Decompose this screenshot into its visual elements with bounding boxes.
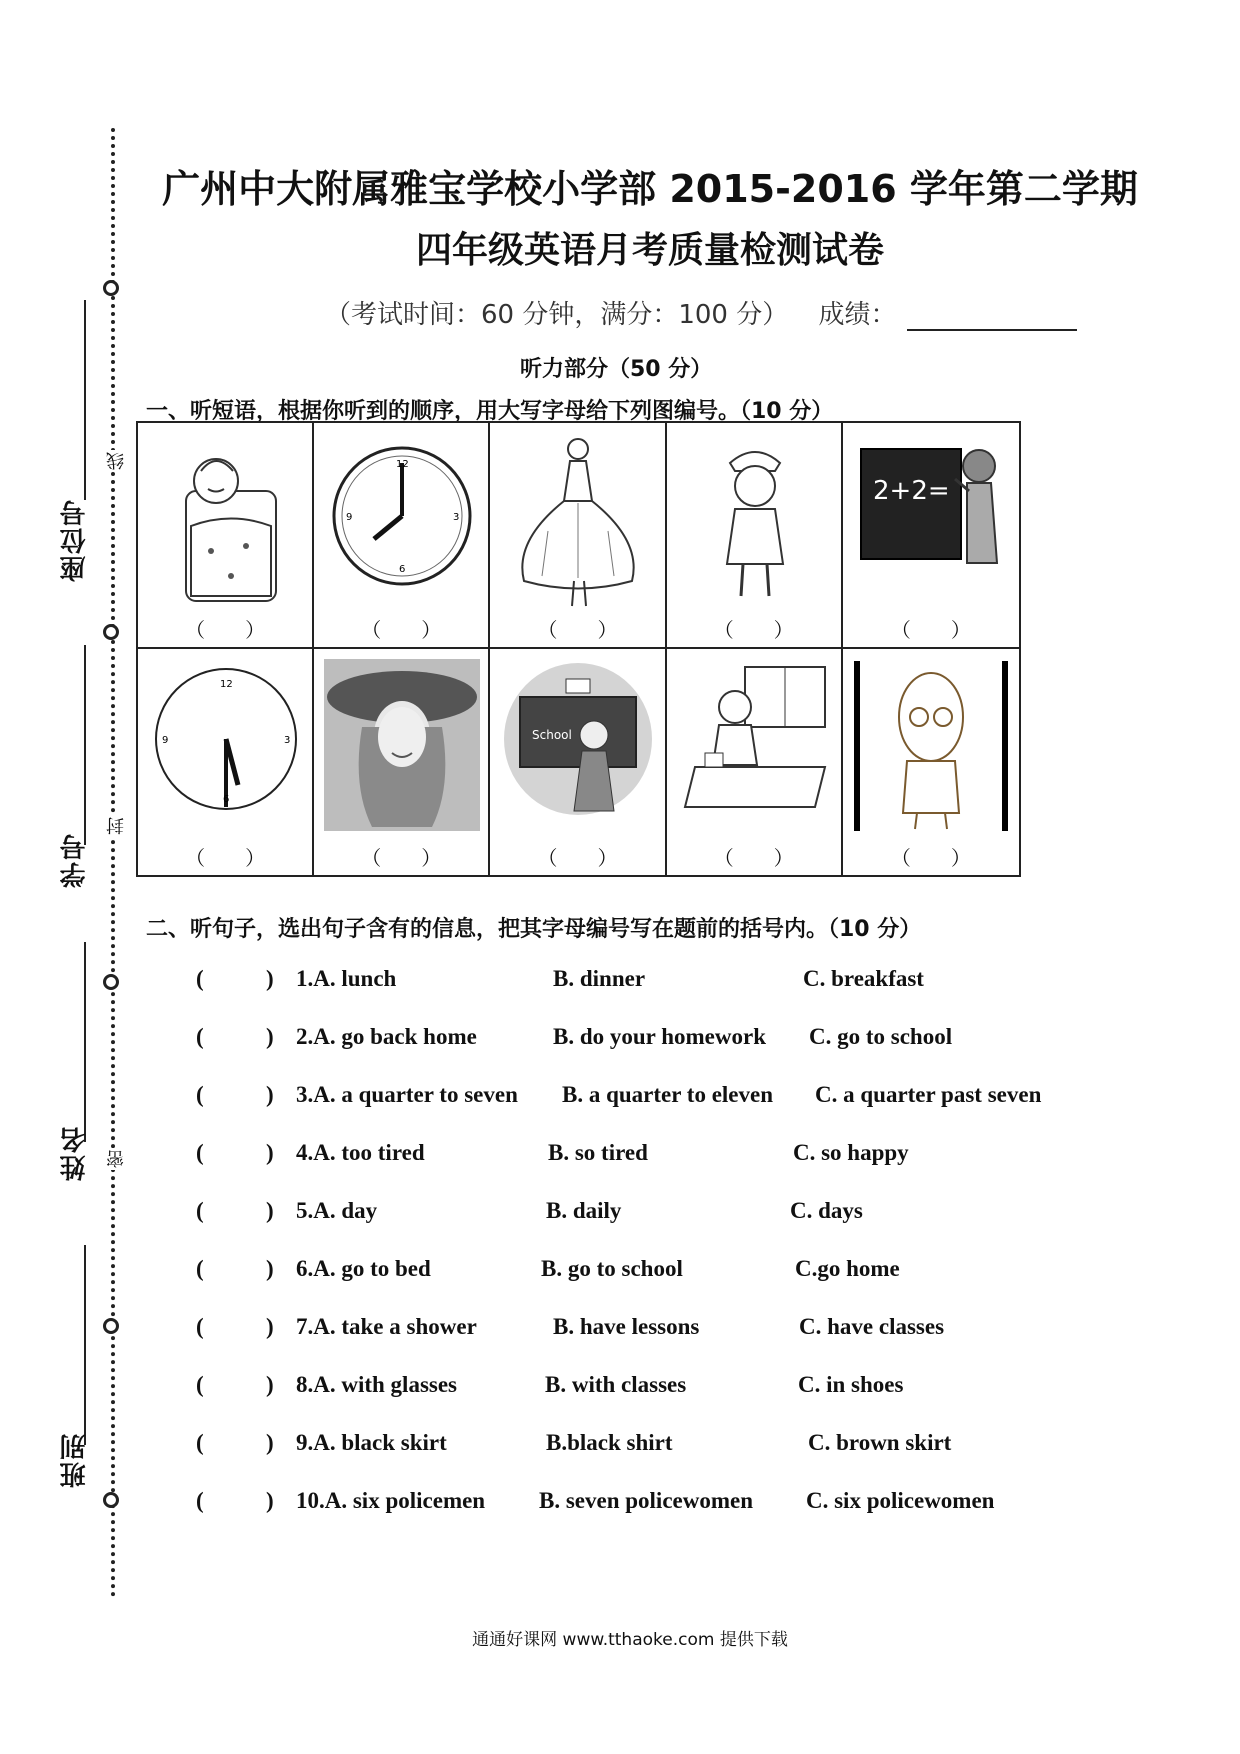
student-id-line	[84, 645, 86, 845]
answer-paren-close: )	[266, 1140, 274, 1165]
option-c: C. in shoes	[798, 1372, 904, 1397]
seat-number-line	[84, 300, 86, 500]
binding-ring	[103, 1318, 119, 1334]
board-text: School	[532, 728, 573, 742]
option-a: 8.A. with glasses	[296, 1372, 458, 1397]
exam-title-line2: 四年级英语月考质量检测试卷	[415, 230, 884, 271]
answer-paren-open[interactable]: (	[196, 1024, 204, 1049]
answer-paren-open[interactable]: (	[196, 1256, 204, 1281]
svg-text:12: 12	[220, 679, 233, 690]
option-b: B. dinner	[553, 966, 646, 991]
picture-cell	[490, 649, 666, 875]
option-b: B. have lessons	[553, 1314, 700, 1339]
option-c: C. have classes	[799, 1314, 945, 1339]
section2-title: 二、听句子，选出句子含有的信息，把其字母编号写在题前的括号内。（10 分）	[146, 917, 922, 942]
picture-grid	[136, 421, 1021, 877]
answer-paren-open[interactable]: (	[196, 1430, 204, 1455]
answer-paren-open[interactable]: (	[196, 1314, 204, 1339]
picture-cell	[314, 423, 490, 649]
sick-child-in-bed-icon	[146, 431, 306, 609]
option-b: B. with classes	[545, 1372, 687, 1397]
option-a: 5.A. day	[296, 1198, 378, 1223]
picture-cell	[314, 649, 490, 875]
binding-ring	[103, 974, 119, 990]
answer-paren-close: )	[266, 1256, 274, 1281]
svg-text:6: 6	[399, 564, 406, 575]
exam-time-info: （考试时间：60 分钟，满分：100 分）	[325, 300, 789, 330]
binding-dotted-line	[111, 128, 115, 1598]
option-c: C. six policewomen	[806, 1488, 995, 1513]
svg-text:12: 12	[396, 459, 409, 470]
name-label: 姓名	[60, 1125, 90, 1181]
svg-text:6: 6	[223, 794, 230, 805]
answer-paren-open[interactable]: (	[196, 1372, 204, 1397]
answer-blank[interactable]: （ ）	[890, 846, 971, 870]
svg-text:3: 3	[284, 735, 291, 746]
policewoman-icon	[675, 431, 835, 609]
answer-blank[interactable]: （ ）	[713, 618, 794, 642]
answer-paren-close: )	[266, 1024, 274, 1049]
option-b: B. so tired	[548, 1140, 648, 1165]
answer-paren-close: )	[266, 1314, 274, 1339]
score-blank[interactable]	[907, 303, 1077, 331]
clock-half-past-five-icon	[146, 657, 306, 835]
option-b: B. go to school	[541, 1256, 683, 1281]
option-a: 2.A. go back home	[296, 1024, 477, 1049]
option-c: C.go home	[795, 1256, 900, 1281]
picture-cell	[138, 423, 314, 649]
answer-paren-close: )	[266, 1372, 274, 1397]
answer-blank[interactable]: （ ）	[185, 846, 266, 870]
answer-paren-open[interactable]: (	[196, 1082, 204, 1107]
class-label: 班别	[60, 1432, 90, 1488]
binding-ring	[103, 624, 119, 640]
answer-blank[interactable]: （ ）	[890, 618, 971, 642]
teacher-blackboard-icon	[851, 431, 1011, 609]
option-b: B. daily	[546, 1198, 622, 1223]
girl-with-hat-photo-icon	[322, 657, 482, 835]
footer-download-note: 通通好课网 www.tthaoke.com 提供下载	[472, 1630, 788, 1650]
ballerina-dress-icon	[498, 431, 658, 609]
option-c: C. days	[790, 1198, 863, 1223]
answer-paren-open[interactable]: (	[196, 1140, 204, 1165]
section1-title: 一、听短语，根据你听到的顺序，用大写字母给下列图编号。（10 分）	[146, 399, 834, 424]
seal-char-seal: 封	[104, 815, 130, 837]
exam-info	[325, 294, 1077, 331]
option-b: B. a quarter to eleven	[562, 1082, 774, 1107]
answer-paren-close: )	[266, 966, 274, 991]
boy-doing-homework-icon	[675, 657, 835, 835]
boy-with-glasses-icon	[851, 657, 1011, 835]
picture-cell	[843, 649, 1019, 875]
student-id-label: 学号	[60, 832, 90, 888]
answer-blank[interactable]: （ ）	[361, 846, 442, 870]
binding-ring	[103, 280, 119, 296]
option-a: 7.A. take a shower	[296, 1314, 477, 1339]
answer-blank[interactable]: （ ）	[713, 846, 794, 870]
score-label: 成绩：	[818, 300, 897, 330]
option-b: B. do your homework	[553, 1024, 766, 1049]
exam-title-line1: 广州中大附属雅宝学校小学部 2015-2016 学年第二学期	[162, 167, 1138, 211]
picture-cell	[843, 423, 1019, 649]
option-a: 1.A. lunch	[296, 966, 397, 991]
option-a: 6.A. go to bed	[296, 1256, 431, 1281]
option-a: 4.A. too tired	[296, 1140, 425, 1165]
picture-cell	[667, 423, 843, 649]
answer-paren-open[interactable]: (	[196, 1488, 204, 1513]
clock-eight-oclock-icon	[322, 431, 482, 609]
answer-paren-close: )	[266, 1488, 274, 1513]
girl-at-school-board-icon	[498, 657, 658, 835]
option-c: C. go to school	[809, 1024, 953, 1049]
answer-blank[interactable]: （ ）	[361, 618, 442, 642]
option-c: C. breakfast	[803, 966, 924, 991]
picture-cell	[490, 423, 666, 649]
seal-char-line: 线	[104, 450, 130, 472]
option-b: B. seven policewomen	[539, 1488, 754, 1513]
option-a: 10.A. six policemen	[296, 1488, 486, 1513]
answer-blank[interactable]: （ ）	[537, 618, 618, 642]
option-a: 3.A. a quarter to seven	[296, 1082, 518, 1107]
svg-text:9: 9	[346, 512, 353, 523]
answer-blank[interactable]: （ ）	[537, 846, 618, 870]
svg-text:3: 3	[453, 512, 460, 523]
option-c: C. so happy	[793, 1140, 909, 1165]
svg-text:9: 9	[162, 735, 169, 746]
option-c: C. a quarter past seven	[815, 1082, 1042, 1107]
answer-paren-open[interactable]: (	[196, 966, 204, 991]
answer-paren-close: )	[266, 1430, 274, 1455]
seat-number-label: 座位号	[60, 498, 90, 582]
class-line	[84, 1245, 86, 1445]
answer-paren-close: )	[266, 1082, 274, 1107]
binding-ring	[103, 1492, 119, 1508]
option-c: C. brown skirt	[808, 1430, 952, 1455]
option-b: B.black shirt	[546, 1430, 673, 1455]
seal-char-secret: 密	[104, 1148, 130, 1170]
listening-part-title: 听力部分（50 分）	[520, 357, 713, 382]
option-a: 9.A. black skirt	[296, 1430, 447, 1455]
answer-paren-close: )	[266, 1198, 274, 1223]
name-line	[84, 942, 86, 1142]
picture-cell	[138, 649, 314, 875]
answer-paren-open[interactable]: (	[196, 1198, 204, 1223]
board-text: 2+2=	[872, 476, 950, 506]
picture-cell	[667, 649, 843, 875]
answer-blank[interactable]: （ ）	[185, 618, 266, 642]
